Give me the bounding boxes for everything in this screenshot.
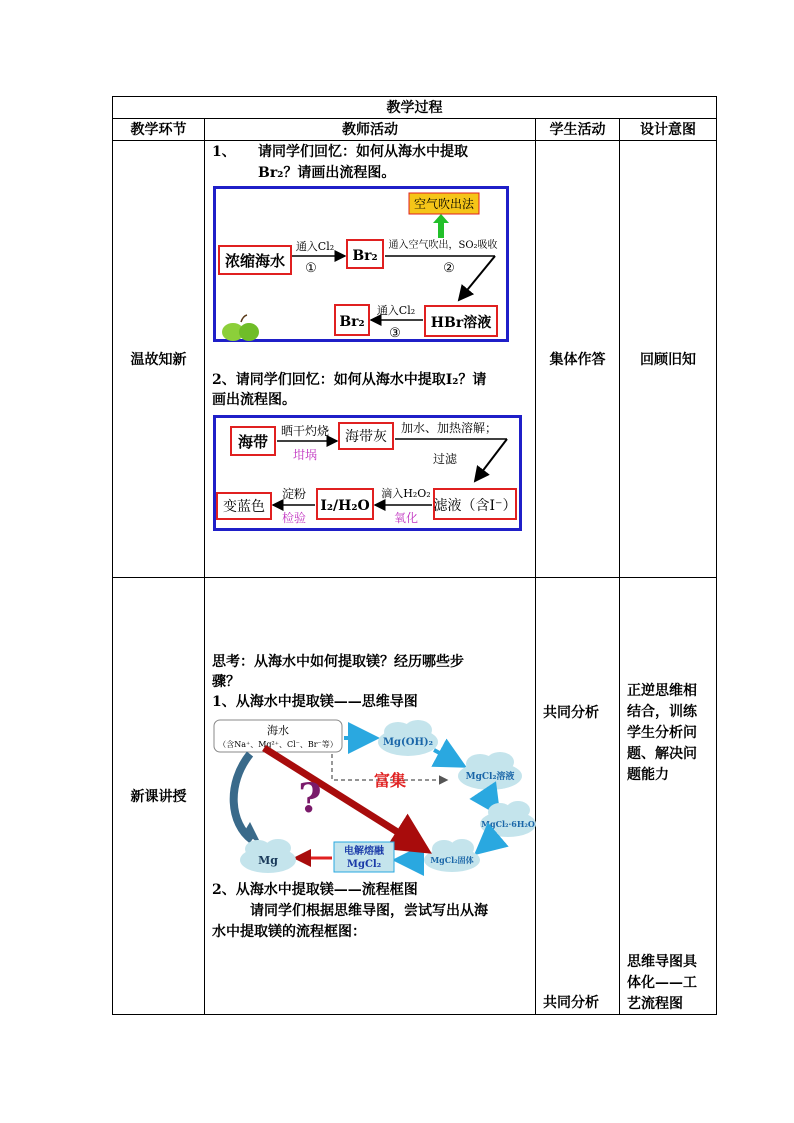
br2-label-2: Br₂ [339,314,365,330]
electrolysis-label: 电解熔融 [344,846,384,857]
intent-1-line: 结合，训练 [627,704,697,720]
intent-1-line: 题能力 [627,767,669,783]
think-line1: 思考：从海水中如何提取镁？经历哪些步 [212,654,464,670]
red-diagonal-arrow [264,748,426,850]
kelp-ash-label: 海带灰 [345,429,387,445]
dry-burn-label: 晒干灼烧 [280,424,330,438]
header-intent: 设计意图 [620,119,717,141]
mgcl2-solid-label: MgCl₂固体 [430,855,474,865]
mg-label: Mg [258,854,278,867]
q2-line2: 画出流程图。 [212,392,296,408]
filtrate-label: 滤液（含I⁻） [433,498,517,514]
arrow-to-mgcl2-sol [434,750,460,764]
enrich-label: 富集 [373,771,407,790]
q1-number: 1、 [212,144,236,160]
i2-label: I₂/H₂O [320,498,370,514]
h2o2-label: 滴入H₂O₂ [381,487,431,500]
mgoh2-label: Mg(OH)₂ [382,737,434,748]
intent-review: 回顾旧知 [620,141,717,578]
question-mark-icon: ? [298,775,322,822]
starch-label: 淀粉 [281,487,307,501]
intent-2-line: 艺流程图 [627,996,683,1012]
dissolve-label: 加水、加热溶解； [400,421,498,435]
hbr-label: HBr溶液 [430,315,492,331]
header-teacher: 教师活动 [205,119,536,141]
arrow-to-solid [480,838,494,850]
cl2-label-2: 通入Cl₂ [376,304,416,317]
header-stage: 教学环节 [113,119,205,141]
q2-line1: 2、请同学们回忆：如何从海水中提取I₂？请 [212,372,487,388]
kelp-label: 海带 [237,433,269,451]
mindmap-subtitle: 1、从海水中提取镁——思维导图 [212,694,418,710]
br2-label-1: Br₂ [352,248,378,264]
intent-2-line: 思维导图具 [627,954,697,970]
intent-1-line: 学生分析问 [627,725,697,741]
intent-2-line: 体化——工 [627,975,697,991]
oxidize-label: 氧化 [393,511,419,525]
mgcl2-solution-label: MgCl₂溶液 [465,772,515,782]
student-activity-1: 共同分析 [543,705,599,721]
table-title: 教学过程 [113,97,717,119]
ions-label: （含Na⁺、Mg²⁺、Cl⁻、Br⁻等） [218,740,338,749]
step-3: ③ [389,326,401,341]
flowchart-subtitle: 2、从海水中提取镁——流程框图 [212,882,418,898]
hexahydrate-label: MgCl₂·6H₂O [481,819,535,829]
header-student: 学生活动 [536,119,620,141]
intent-1 [627,681,713,786]
student-activity-2: 共同分析 [543,995,599,1011]
test-label: 检验 [281,511,307,525]
student-activity-review: 集体作答 [536,141,620,578]
step-1: ① [305,261,317,276]
ask-line2: 水中提取镁的流程框图： [212,924,366,940]
intent-new [620,578,717,1015]
bromine-flow-diagram [213,186,509,342]
intent-1-line: 正逆思维相 [627,683,697,699]
ask-line1: 请同学们根据思维导图，尝试写出从海 [250,903,488,919]
filter-label: 过滤 [432,452,458,466]
stage-new: 新课讲授 [113,578,205,1015]
iodine-flow-diagram [213,415,522,531]
seawater-node-label: 海水 [267,724,289,737]
magnesium-mind-map [212,714,538,878]
student-activity-new [536,578,620,1015]
q1-line1: 请同学们回忆：如何从海水中提取 [258,144,468,160]
intent-2 [627,952,713,1015]
seawater-label: 浓缩海水 [224,252,286,270]
stage-review: 温故知新 [113,141,205,578]
blue-label: 变蓝色 [223,499,265,515]
cl2-label-1: 通入Cl₂ [295,240,335,253]
think-line2: 骤？ [212,674,240,690]
step-2: ② [443,261,455,276]
air-blow-label: 空气吹出法 [413,197,475,211]
mgcl2-solution-cloud [458,752,522,790]
electrolysis-mgcl2-label: MgCl₂ [346,859,382,870]
intent-1-line: 题、解决问 [627,746,697,762]
air-so2-label: 通入空气吹出，SO₂吸收 [388,240,498,251]
crucible-label: 坩埚 [292,448,318,462]
q1-line2: Br₂？请画出流程图。 [258,165,396,181]
